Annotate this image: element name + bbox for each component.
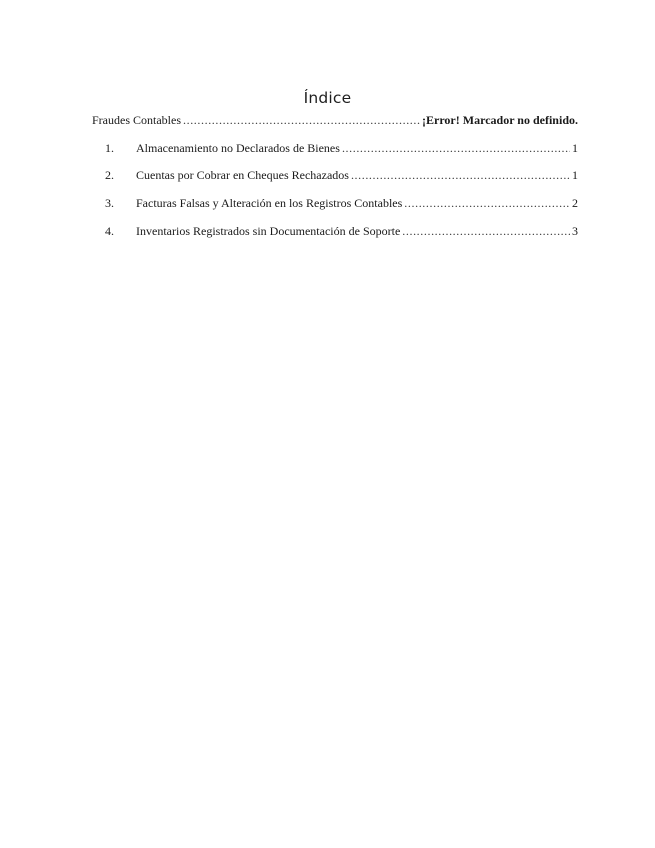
toc-entry-text: Inventarios Registrados sin Documentación de Soporte bbox=[136, 224, 401, 238]
toc-dot-leader bbox=[342, 141, 570, 155]
toc-dot-leader bbox=[183, 113, 420, 127]
toc-entry-3[interactable] bbox=[105, 196, 578, 210]
toc-entry-number: 3. bbox=[105, 196, 114, 210]
toc-dot-leader bbox=[402, 224, 570, 238]
toc-entry-text: Facturas Falsas y Alteración en los Registros Contables bbox=[136, 196, 403, 210]
toc-entry-page: 1 bbox=[572, 168, 578, 182]
toc-entry-text: Fraudes Contables bbox=[92, 113, 181, 127]
toc-entry-text: Almacenamiento no Declarados de Bienes bbox=[136, 141, 340, 155]
toc-entry-number: 2. bbox=[105, 168, 114, 182]
toc-error-page-ref: ¡Error! Marcador no definido. bbox=[422, 113, 578, 127]
toc-title: Índice bbox=[303, 89, 352, 107]
toc-dot-leader bbox=[404, 196, 570, 210]
toc-entry-1[interactable] bbox=[105, 141, 578, 155]
toc-entry-2[interactable] bbox=[105, 168, 578, 182]
toc-entry-page: 2 bbox=[572, 196, 578, 210]
toc-dot-leader bbox=[351, 168, 570, 182]
toc-entry-number: 1. bbox=[105, 141, 114, 155]
toc-entry-number: 4. bbox=[105, 224, 114, 238]
toc-entry-page: 3 bbox=[572, 224, 578, 238]
toc-entry-text: Cuentas por Cobrar en Cheques Rechazados bbox=[136, 168, 349, 182]
toc-entry-page: 1 bbox=[572, 141, 578, 155]
toc-entry-4[interactable] bbox=[105, 224, 578, 238]
toc-entry-main[interactable] bbox=[92, 113, 578, 127]
